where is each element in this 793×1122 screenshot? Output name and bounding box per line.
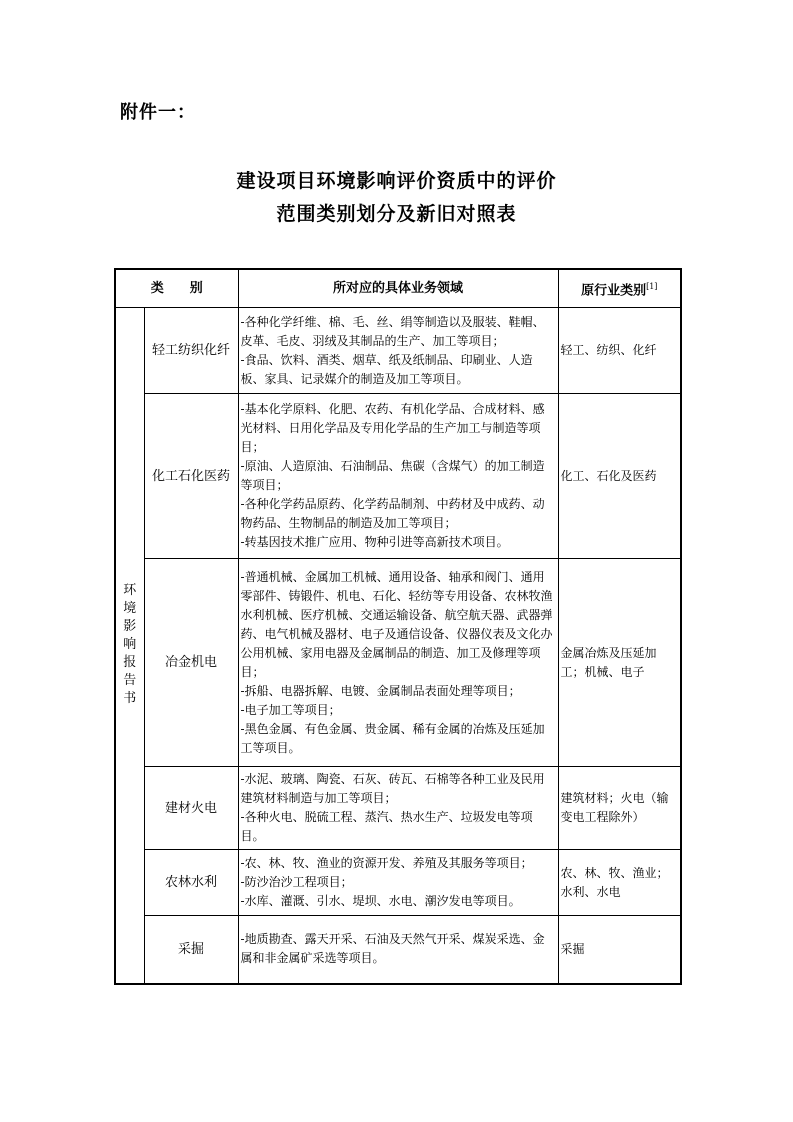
scope-cell: -普通机械、金属加工机械、通用设备、轴承和阀门、通用零部件、铸锻件、机电、石化、轻纺等专用设备、农林牧渔水利机械、医疗机械、交通运输设备、航空航天器、武器弹药、电气机械及器材、电子及通信设备、仪器仪表及文化办公用机械、家用电器及金属制品的制造、加工及修理等项目； -拆船、电器拆解、电镀、金属制品表面处理等项目； -电子加工等项目； -黑色金属、有色金属、贵金属、稀有金属的冶炼及压延加工等项目。 (238, 559, 558, 767)
category-cell: 冶金机电 (144, 559, 238, 767)
old-category-cell: 金属冶炼及压延加工；机械、电子 (558, 559, 681, 767)
group-label-eia-report: 环 境 影 响 报 告 书 (115, 308, 144, 984)
annex-label: 附件一： (120, 102, 196, 123)
category-cell: 采掘 (144, 916, 238, 984)
scope-cell: -基本化学原料、化肥、农药、有机化学品、合成材料、感光材料、日用化学品及专用化学品的生产加工与制造等项目； -原油、人造原油、石油制品、焦碳（含煤气）的加工制造等项目； -各种化学药品原药、化学药品制剂、中药材及中成药、动物药品、生物制品的制造及加工等项目； -转基因技术推广应用、物种引进等高新技术项目。 (238, 394, 558, 559)
table-row (115, 308, 681, 394)
old-category-cell: 轻工、纺织、化纤 (558, 308, 681, 394)
category-cell: 建材火电 (144, 767, 238, 850)
old-category-cell: 化工、石化及医药 (558, 394, 681, 559)
old-category-cell: 农、林、牧、渔业；水利、水电 (558, 850, 681, 916)
old-category-cell: 建筑材料；火电（输变电工程除外） (558, 767, 681, 850)
footnote-marker: [1] (646, 281, 658, 291)
category-cell: 化工石化医药 (144, 394, 238, 559)
scope-cell: -水泥、玻璃、陶瓷、石灰、砖瓦、石棉等各种工业及民用建筑材料制造与加工等项目； -各种火电、脱硫工程、蒸汽、热水生产、垃圾发电等项目。 (238, 767, 558, 850)
category-cell: 农林水利 (144, 850, 238, 916)
table-header-row (115, 269, 681, 308)
document-title-line-1: 建设项目环境影响评价资质中的评价 (236, 170, 557, 192)
table-row (115, 916, 681, 984)
category-cell: 轻工纺织化纤 (144, 308, 238, 394)
scope-cell: -农、林、牧、渔业的资源开发、养殖及其服务等项目； -防沙治沙工程项目； -水库、灌溉、引水、堤坝、水电、潮汐发电等项目。 (238, 850, 558, 916)
classification-table (114, 268, 682, 985)
table-row (115, 767, 681, 850)
document-title-line-2: 范围类别划分及新旧对照表 (276, 203, 517, 225)
header-category: 类 别 (115, 269, 238, 308)
table-row (115, 850, 681, 916)
table-row (115, 394, 681, 559)
scope-cell: -地质勘查、露天开采、石油及天然气开采、煤炭采选、金属和非金属矿采选等项目。 (238, 916, 558, 984)
table-row (115, 559, 681, 767)
scope-cell: -各种化学纤维、棉、毛、丝、绢等制造以及服装、鞋帽、皮革、毛皮、羽绒及其制品的生产、加工等项目； -食品、饮料、酒类、烟草、纸及纸制品、印刷业、人造板、家具、记录媒介的制造及加工等项目。 (238, 308, 558, 394)
old-category-cell: 采掘 (558, 916, 681, 984)
header-scope: 所对应的具体业务领域 (238, 269, 558, 308)
header-old-category: 原行业类别[1] (558, 269, 681, 308)
